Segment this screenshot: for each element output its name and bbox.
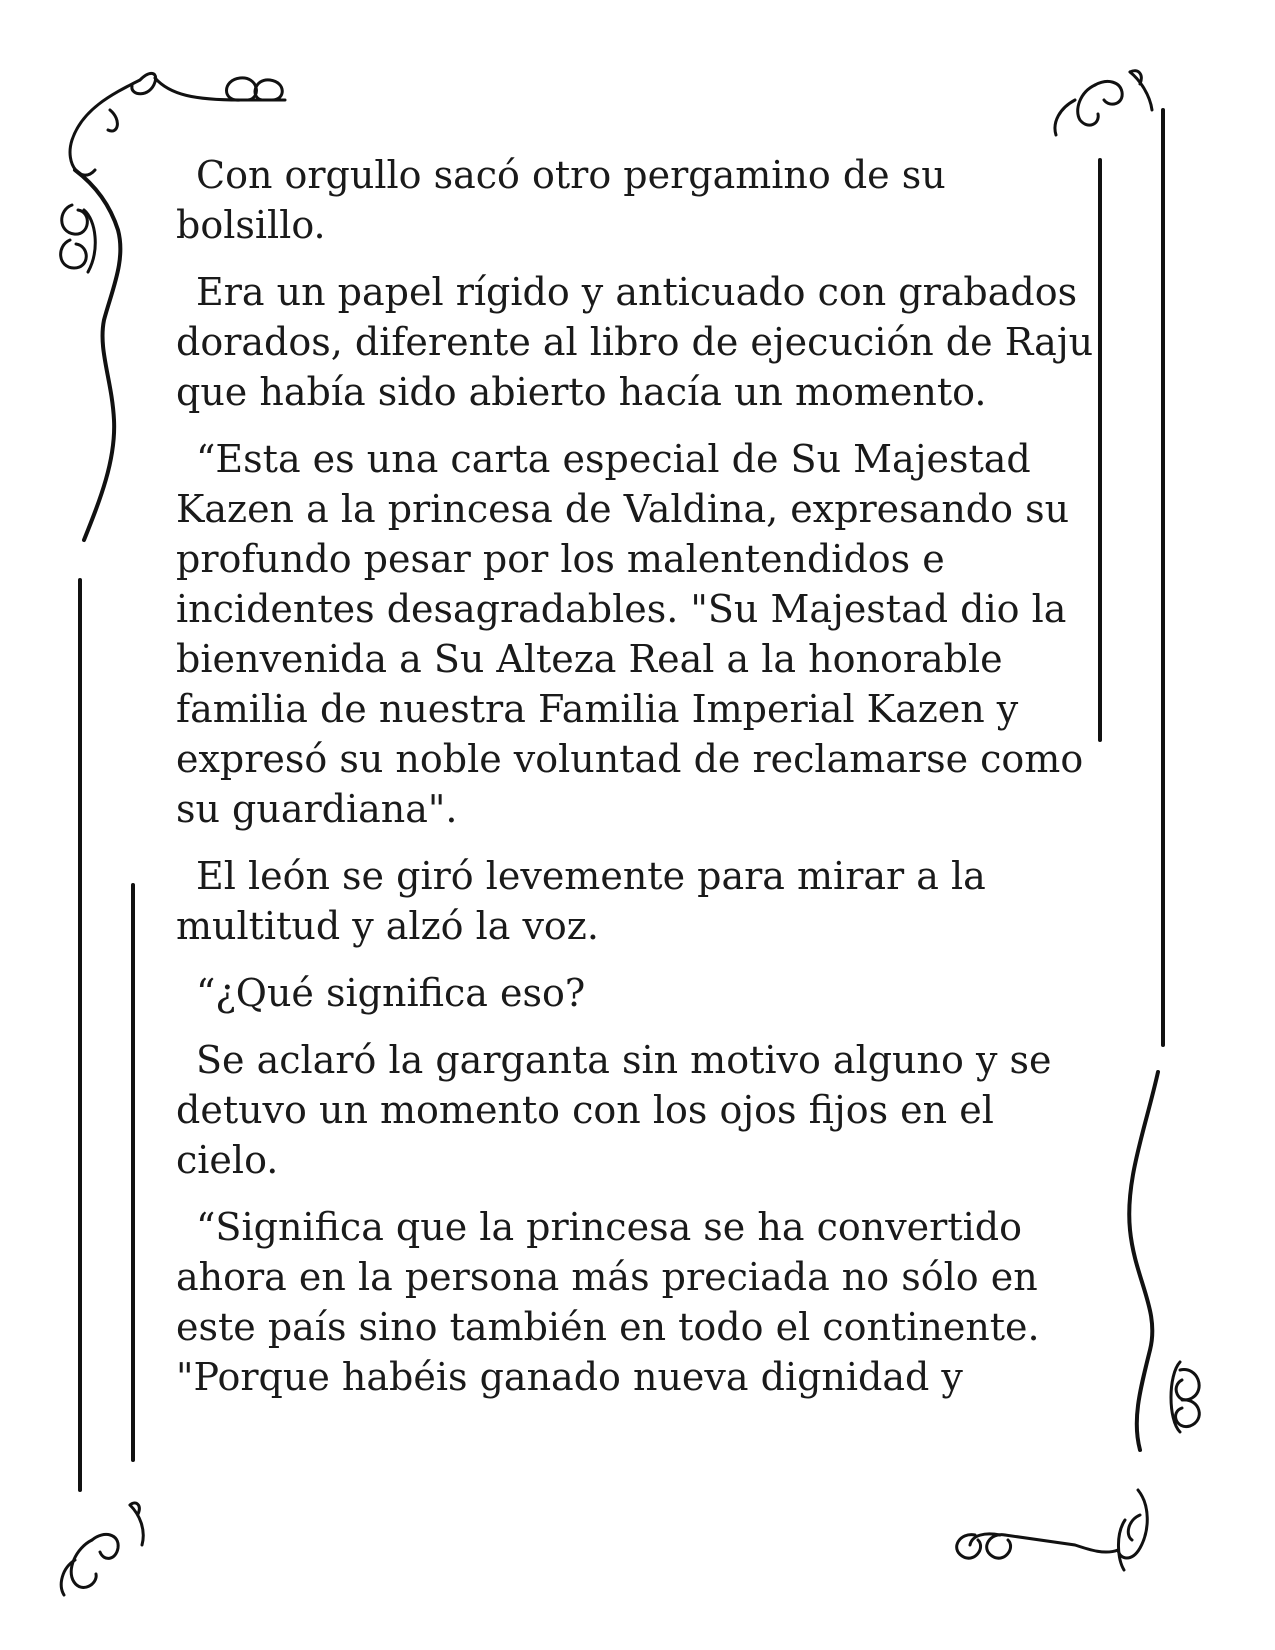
flourish-top-right [1055, 71, 1152, 135]
paragraph: Con orgullo sacó otro pergamino de su bolsillo. [176, 153, 946, 247]
paragraph: “Esta es una carta especial de Su Majestad Kazen a la princesa de Valdina, expresando su profundo pesar por los malentendidos e incidentes desagradables. "Su Majestad dio la bienvenida a Su Alteza Real a la honorable familia de nuestra Familia Imperial Kazen y expresó su noble voluntad de reclamarse como su guardiana". [176, 437, 1084, 831]
paragraph: El león se giró levemente para mirar a la multitud y alzó la voz. [176, 854, 986, 948]
body-text [176, 150, 1096, 1419]
flourish-right-lower [1129, 1072, 1199, 1450]
paragraph: Se aclaró la garganta sin motivo alguno y se detuvo un momento con los ojos fijos en el cielo. [176, 1038, 1052, 1182]
paragraph: “¿Qué significa eso? [196, 971, 586, 1015]
paragraph: “Significa que la princesa se ha convertido ahora en la persona más preciada no sólo en este país sino también en todo el continente. "Porque habéis ganado nueva dignidad y [176, 1205, 1040, 1399]
flourish-bottom-right [957, 1490, 1148, 1570]
flourish-bottom-left [61, 1503, 143, 1595]
paragraph: Era un papel rígido y anticuado con grabados dorados, diferente al libro de ejecución de Raju que había sido abierto hacía un momento. [176, 270, 1094, 414]
